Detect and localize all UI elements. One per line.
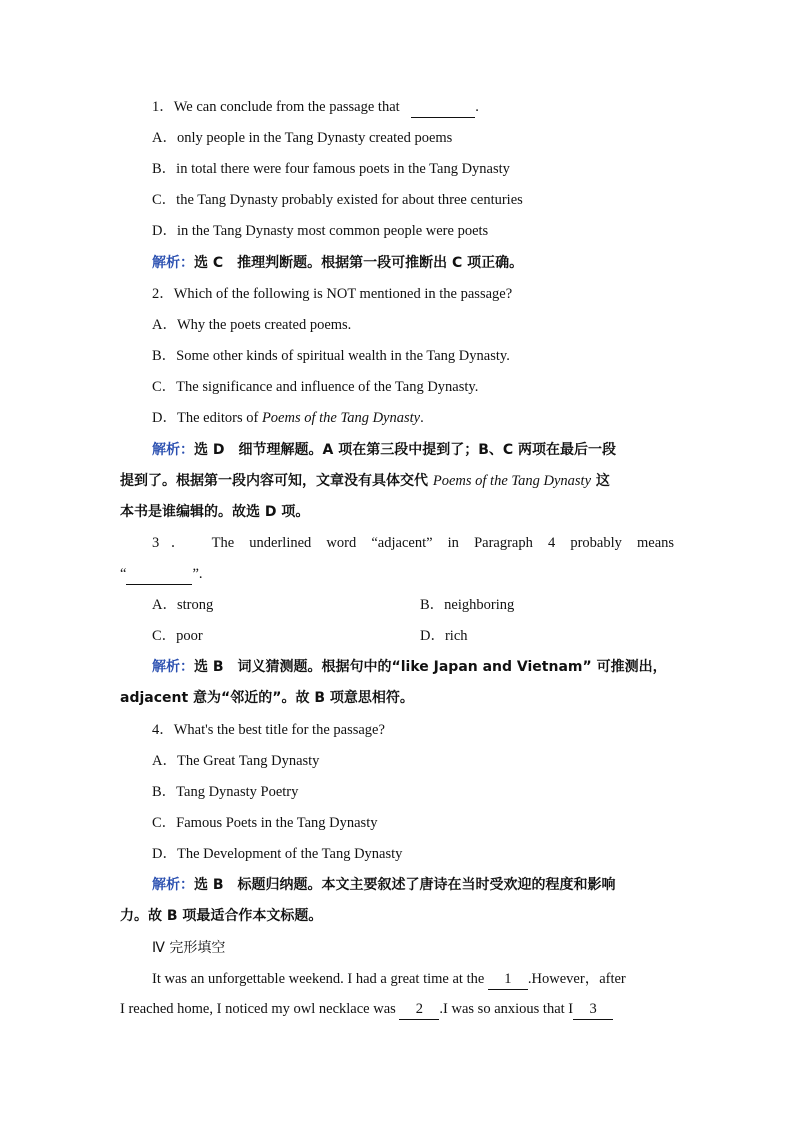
answer-tag: 解析： [152,659,194,675]
q3-option-d: D．rich [420,628,468,644]
q3-word: probably [570,535,622,551]
q3-answer-line2: adjacent 意为“邻近的”。故 B 项意思相符。 [120,690,414,706]
q2-stem: 2．Which of the following is NOT mentioned in the passage? [152,286,513,302]
cloze-text: .I was so anxious that I [439,1001,574,1017]
q4-answer-text: 选 B 标题归纳题。本文主要叙述了唐诗在当时受欢迎的程度和影响 [194,877,616,893]
answer-tag: 解析： [152,255,194,271]
cloze-text: I reached home, I noticed my owl necklace was [120,1001,396,1017]
q1-option-a: A．only people in the Tang Dynasty created poems [152,130,453,146]
q3-option-row1 [152,595,213,615]
q2-option-d-text: D．The editors of [152,410,262,426]
cloze-blank-1[interactable]: 1 [488,969,528,990]
q2-answer-line2-b: 这 [591,473,610,489]
cloze-text: It was an unforgettable weekend. I had a great time at the [152,971,485,987]
q2-answer-line1 [152,440,616,460]
cloze-text: .However，after [527,971,626,987]
q3-word: The [211,535,235,551]
q2-option-a: A．Why the poets created poems. [152,317,352,333]
q3-word: means [637,535,675,551]
q1-blank [411,97,475,118]
q2-option-d-title: Poems of the Tang Dynasty [261,410,421,426]
answer-tag: 解析： [152,442,194,458]
q2-option-d [152,408,424,428]
q4-option-c: C．Famous Poets in the Tang Dynasty [152,815,378,831]
q3-word: underlined [249,535,312,551]
q1-end: . [475,99,479,115]
q1-option-b: B．in total there were four famous poets in the Tang Dynasty [152,161,510,177]
q3-word: word [326,535,357,551]
q1-option-c: C．the Tang Dynasty probably existed for about three centuries [152,192,523,208]
answer-tag: 解析： [152,877,194,893]
q3-close-quote: ”. [192,566,203,582]
q3-open-quote: “ [120,566,127,582]
cloze-line1 [152,969,626,990]
q1-option-d: D．in the Tang Dynasty most common people were poets [152,223,489,239]
q3-option-b: B．neighboring [420,597,515,613]
q2-option-d-end: . [420,410,424,426]
cloze-blank-3[interactable]: 3 [573,999,613,1020]
q3-word: in [447,535,459,551]
q3-word: 4 [547,535,556,551]
q3-word: Paragraph [474,535,533,551]
q4-option-d: D．The Development of the Tang Dynasty [152,846,403,862]
q2-answer-line2 [120,471,674,491]
q1-stem [152,97,479,118]
q4-answer-line2: 力。故 B 项最适合作本文标题。 [120,908,323,924]
q2-answer-book-title: Poems of the Tang Dynasty [432,473,592,489]
q2-option-c: C．The significance and influence of the Tang Dynasty. [152,379,479,395]
q4-stem: 4．What's the best title for the passage? [152,722,385,738]
q2-answer-line3: 本书是谁编辑的。故选 D 项。 [120,504,310,520]
cloze-blank-2[interactable]: 2 [399,999,439,1020]
cloze-line2 [120,999,613,1020]
q3-blank [126,564,192,585]
q3-option-a: A．strong [152,597,214,613]
section-heading: Ⅳ 完形填空 [152,940,226,956]
q4-option-b: B．Tang Dynasty Poetry [152,784,299,800]
q4-option-a: A．The Great Tang Dynasty [152,753,320,769]
q4-answer-line1 [152,875,616,895]
q1-answer-text: 选 C 推理判断题。根据第一段可推断出 C 项正确。 [194,255,524,271]
q1-answer [152,253,523,273]
q3-option-c: C．poor [152,628,203,644]
q3-word: 3． [152,535,197,551]
q2-answer-line2-a: 提到了。根据第一段内容可知，文章没有具体交代 [120,473,433,489]
q1-stem-text: 1．We can conclude from the passage that [152,99,400,115]
q3-stem-line2 [120,564,203,585]
q3-answer-line1 [152,657,667,677]
q2-answer-text: 选 D 细节理解题。A 项在第三段中提到了；B、C 两项在最后一段 [194,442,617,458]
q3-word: “adjacent” [371,535,433,551]
q2-option-b: B．Some other kinds of spiritual wealth in the Tang Dynasty. [152,348,510,364]
q3-answer-text: 选 B 词义猜测题。根据句中的“like Japan and Vietnam” 可推测出， [194,659,667,675]
q3-stem-line1 [152,533,674,553]
